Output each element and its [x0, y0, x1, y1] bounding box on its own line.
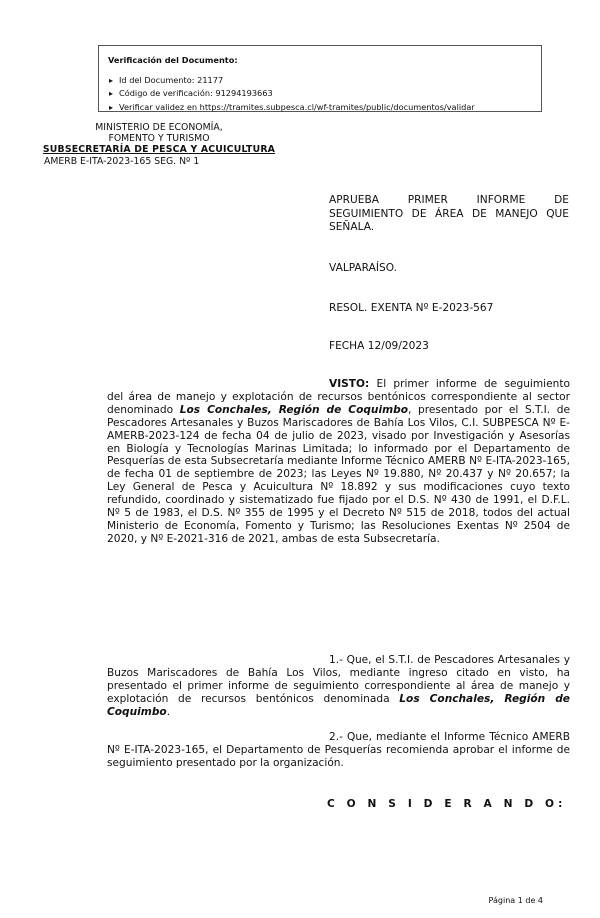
resolution-date: FECHA 12/09/2023: [329, 340, 429, 352]
subsecretaria-name: SUBSECRETARÍA DE PESCA Y ACUICULTURA: [42, 144, 276, 156]
verification-box: [98, 45, 542, 112]
document-reference: AMERB E-ITA-2023-165 SEG. Nº 1: [44, 155, 200, 167]
verification-link[interactable]: ▸ Verificar validez en https://tramites.subpesca.cl/wf-tramites/public/documentos/validar: [119, 101, 541, 115]
resolution-number: RESOL. EXENTA Nº E-2023-567: [329, 302, 494, 314]
verification-code: ▸ Código de verificación: 91294193663: [119, 87, 541, 101]
visto-place: Los Conchales, Región de Coquimbo: [179, 403, 409, 416]
resolution-subject: APRUEBA PRIMER INFORME DE SEGUIMIENTO DE ÁREA DE MANEJO QUE SEÑALA.: [329, 194, 569, 234]
considerando-item-1-text: 1.- Que, el S.T.I. de Pescadores Artesanales y Buzos Mariscadores de Bahía Los Vilos, mediante ingreso citado en visto, ha presentado el primer informe de seguimiento correspondiente al área de manejo y explotación de recursos bentónicos denominada: [107, 654, 570, 705]
considerando-item-1: [107, 654, 570, 719]
considerando-item-2: 2.- Que, mediante el Informe Técnico AMERB Nº E-ITA-2023-165, el Departamento de Pesquerías recomienda aprobar el informe de seguimiento presentado por la organización.: [107, 731, 570, 769]
visto-paragraph: [107, 378, 570, 546]
visto-label: VISTO:: [329, 378, 370, 390]
considerando-item-1-place: Los Conchales, Región de Coquimbo: [107, 692, 570, 718]
verification-document-id: ▸ Id del Documento: 21177: [119, 74, 541, 88]
visto-text-1: El primer informe de seguimiento del área de manejo y explotación de recursos bentónicos correspondiente al sector denominado: [107, 378, 570, 416]
resolution-city: VALPARAÍSO.: [329, 262, 397, 274]
page-number: Página 1 de 4: [488, 896, 543, 905]
verification-title: Verificación del Documento:: [108, 55, 238, 65]
visto-text-2: , presentado por el S.T.I. de Pescadores Artesanales y Buzos Mariscadores de Bahía Los Vilos, C.I. SUBPESCA Nº E-AMERB-2023-124 de fecha 04 de julio de 2023, visado por Investigación y Asesorías en Biología y Tecnologías Marinas Limitada; lo informado por el Departamento de Pesquerías de esta Subsecretaría mediante Informe Técnico AMERB Nº E-ITA-2023-165, de fecha 01 de septiembre de 2023; las Leyes Nº 19.880, Nº 20.437 y Nº 20.657; la Ley General de Pesca y Acuicultura Nº 18.892 y sus modificaciones cuyo texto refundido, coordinado y sistematizado fue fijado por el D.S. Nº 430 de 1991, el D.F.L. Nº 5 de 1983, el D.S. Nº 355 de 1995 y el Decreto Nº 515 de 2018, todos del actual Ministerio de Economía, Fomento y Turismo; las Resoluciones Exentas Nº 2504 de 2020, y Nº E-2021-316 de 2021, ambas de esta Subsecretaría.: [107, 403, 571, 545]
considerando-heading: C O N S I D E R A N D O:: [327, 798, 567, 810]
ministry-line-2: FOMENTO Y TURISMO: [108, 133, 210, 145]
verification-list: [108, 74, 541, 115]
ministry-line-1: MINISTERIO DE ECONOMÍA,: [95, 122, 223, 133]
considerando-item-1-end: .: [166, 705, 171, 718]
letterhead: [30, 122, 288, 167]
